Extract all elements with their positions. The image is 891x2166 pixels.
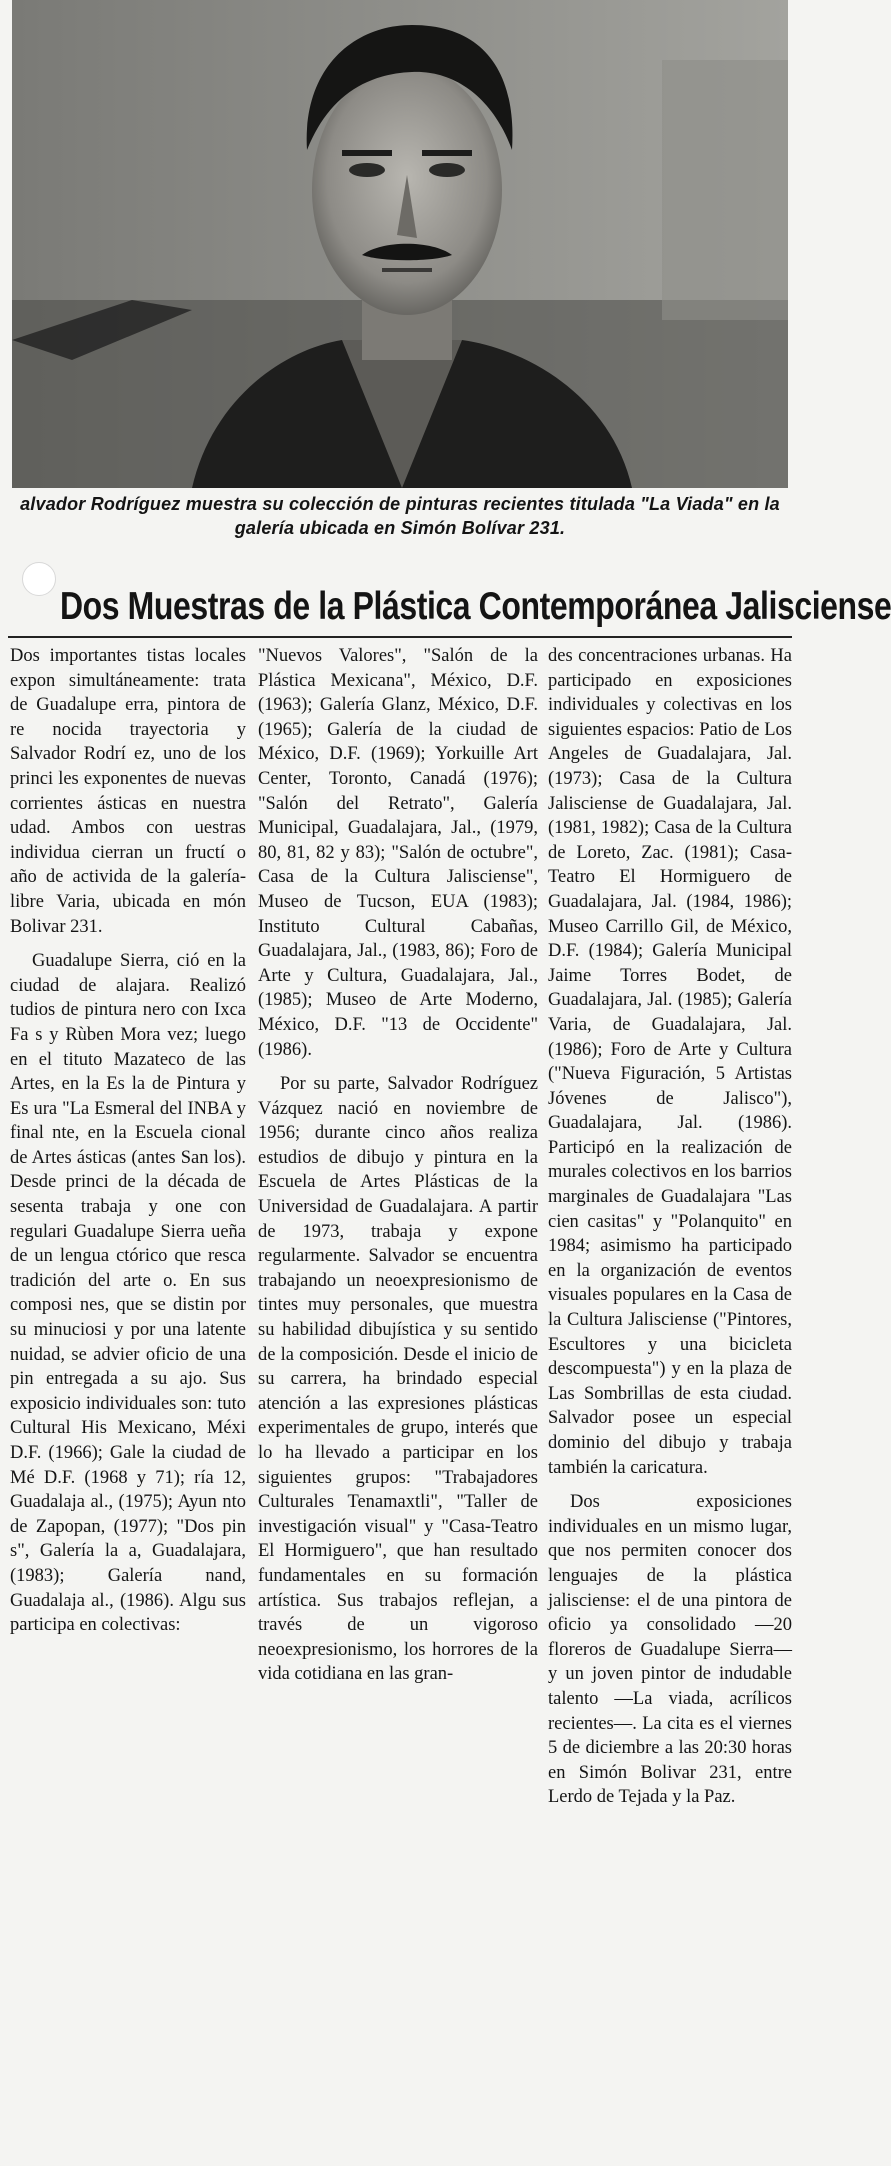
headline: Dos Muestras de la Plástica Contemporánea Jalisciense — [60, 585, 891, 628]
hole-punch-mark — [22, 562, 56, 596]
article-column-3 — [548, 644, 792, 2154]
column-2-paragraph-2: Por su parte, Salvador Rodríguez Vázquez nació en noviembre de 1956; durante cinco años realiza estudios de dibujo y pintura en la Escuela de Artes Plásticas de la Universidad de Guadalajara. A partir de 1973, trabaja y expone regularmente. Salvador se encuentra trabajando un neoexpresionismo de tintes muy personales, que muestra su habilidad dibujística y su sentido de la composición. Desde el inicio de su carrera, ha brindado especial atención a las expresiones plásticas experimentales de grupo, interés que lo ha llevado a participar en los siguientes grupos: "Trabajadores Culturales Tenamaxtli", "Taller de investigación visual" y "Casa-Teatro El Hormiguero", que han resultado fundamentales en su formación artística. Sus trabajos reflejan, a través de un vigoroso neoexpresionismo, los horrores de la vida cotidiana en las gran- — [258, 1074, 538, 1685]
article-column-2 — [258, 644, 538, 2154]
column-2-paragraph-1: "Nuevos Valores", "Salón de la Plástica Mexicana", México, D.F. (1963); Galería Glanz, México, D.F. (1965); Galería de la ciudad de México, D.F. (1969); Yorkuille Art Center, Toronto, Canadá (1976); "Salón del Retrato", Galería Municipal, Guadalajara, Jal., (1979, 80, 81, 82 y 83); "Salón de octubre", Casa de la Cultura Jalisciense", Museo de Tucson, EUA (1983); Instituto Cultural Cabañas, Guadalajara, Jal., (1983, 86); Foro de Arte y Cultura, Guadalajara, Jal., (1985); Museo de Arte Moderno, México, D.F. "13 de Occidente" (1986). — [258, 646, 538, 1060]
column-1-paragraph-1: Dos importantes tistas locales expon simultáneamente: trata de Guadalupe erra, pintora de re nocida trayectoria y Salvador Rodrí ez, uno de los princi les exponentes de nuevas corrientes ásticas en nuestra udad. Ambos con uestras individua cierran un fructí o año de activida de la galería-libre Varia, ubicada en món Bolivar 231. — [10, 646, 246, 937]
portrait-illustration — [12, 0, 788, 488]
column-3-paragraph-2: Dos exposiciones individuales en un mismo lugar, que nos permiten conocer dos lenguajes de la plástica jalisciense: el de una pintora de oficio ya consolidado —20 floreros de Guadalupe Sierra— y un joven pintor de indudable talento —La viada, acrílicos recientes—. La cita es el viernes 5 de diciembre a las 20:30 horas en Simón Bolivar 231, entre Lerdo de Tejada y la Paz. — [548, 1492, 792, 1808]
column-3-paragraph-1: des concentraciones urbanas. Ha participado en exposiciones individuales y colectivas en los siguientes espacios: Patio de Los Angeles de Guadalajara, Jal. (1973); Casa de la Cultura Jalisciense de Guadalajara, Jal. (1981, 1982); Casa de la Cultura de Loreto, Zac. (1981); Casa-Teatro El Hormiguero de Guadalajara, Jal. (1984, 1986); Museo Carrillo Gil, de México, D.F. (1984); Galería Municipal Jaime Torres Bodet, de Guadalajara, Jal. (1985); Galería Varia, de Guadalajara, Jal. (1986); Foro de Arte y Cultura ("Nueva Figuración, 5 Artistas Jóvenes de Jalisco"), Guadalajara, Jal. (1986). Participó en la realización de murales colectivos en los barrios marginales de Guadalajara "Las cien casitas" y "Polanquito" en 1984; asimismo ha participado en la organización de eventos visuales populares en la Casa de la Cultura Jalisciense ("Pintores, Escultores y una bicicleta descompuesta") y en la plaza de Las Sombrillas de esta ciudad. Salvador posee un especial dominio del dibujo y trabaja también la caricatura. — [548, 646, 792, 1478]
headline-rule — [8, 636, 792, 638]
portrait-photo — [12, 0, 788, 488]
photo-caption: alvador Rodríguez muestra su colección de pinturas recientes titulada "La Viada" en la galería ubicada en Simón Bolívar 231. — [20, 494, 780, 538]
article-column-1 — [10, 644, 246, 2154]
column-1-paragraph-2: Guadalupe Sierra, ció en la ciudad de alajara. Realizó tudios de pintura nero con Ixca Fa s y Rùben Mora vez; luego en el tituto Mazateco de las Artes, en la Es la de Pintura y Es ura "La Esmeral del INBA y final nte, en la Escuela cional de Artes ásticas (antes San los). Desde princi de la década de sesenta trabaja y one con regulari Guadalupe Sierra ueña de un lengua ctórico que resca tradición del arte o. En sus composi nes, que se distin por su minuciosi y por una latente nuidad, se advier oficio de una pin entregada a su ajo. Sus exposicio individuales son: tuto Cultural His Mexicano, Méxi D.F. (1966); Gale la ciudad de Mé D.F. (1968 y 71); ría 12, Guadalaja al., (1975); Ayun nto de Zapopan, (1977); "Dos pin s", Galería la a, Guadalajara, (1983); Galería nand, Guadalaja al., (1986). Algu sus participa en colectivas: — [10, 951, 246, 1636]
